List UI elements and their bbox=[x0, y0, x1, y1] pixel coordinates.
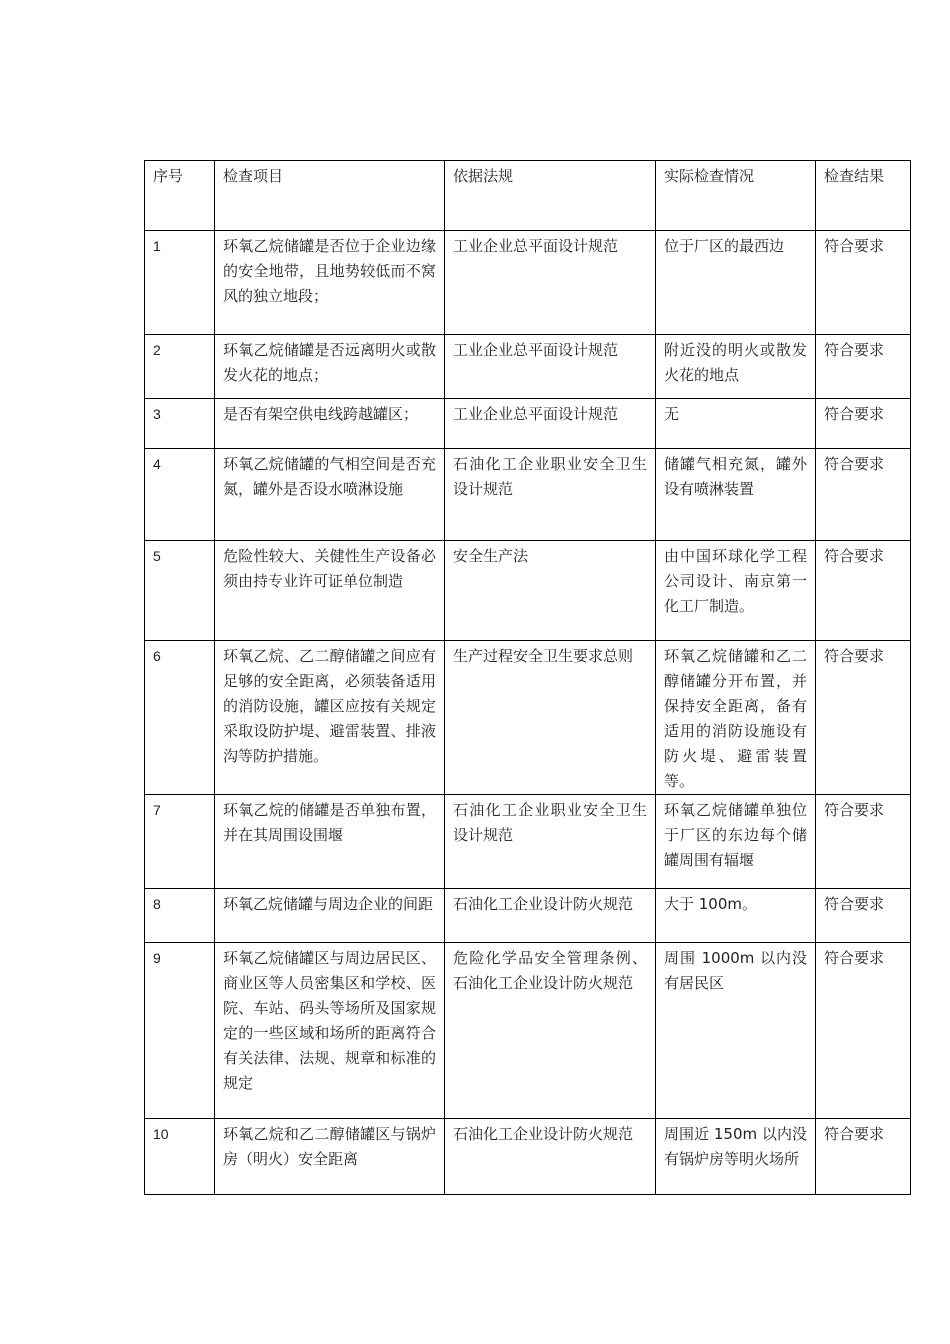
check-item: 环氧乙烷储罐与周边企业的间距 bbox=[215, 889, 445, 943]
regulation-basis: 石油化工企业职业安全卫生设计规范 bbox=[445, 449, 656, 541]
check-result: 符合要求 bbox=[816, 795, 911, 889]
actual-situation: 周围 1000m 以内没有居民区 bbox=[656, 943, 816, 1119]
check-item: 是否有架空供电线跨越罐区； bbox=[215, 399, 445, 449]
row-number: 3 bbox=[145, 399, 215, 449]
row-number: 10 bbox=[145, 1119, 215, 1195]
regulation-basis: 危险化学品安全管理条例、石油化工企业设计防火规范 bbox=[445, 943, 656, 1119]
check-result: 符合要求 bbox=[816, 231, 911, 335]
inspection-table bbox=[144, 160, 911, 1195]
table-row bbox=[145, 641, 911, 795]
table-row bbox=[145, 541, 911, 641]
check-result: 符合要求 bbox=[816, 399, 911, 449]
actual-situation: 位于厂区的最西边 bbox=[656, 231, 816, 335]
check-result: 符合要求 bbox=[816, 641, 911, 795]
check-item: 环氧乙烷和乙二醇储罐区与锅炉房（明火）安全距离 bbox=[215, 1119, 445, 1195]
table-row bbox=[145, 889, 911, 943]
row-number: 1 bbox=[145, 231, 215, 335]
check-item: 环氧乙烷储罐的气相空间是否充氮，罐外是否设水喷淋设施 bbox=[215, 449, 445, 541]
check-item: 环氧乙烷储罐是否位于企业边缘的安全地带，且地势较低而不窝风的独立地段； bbox=[215, 231, 445, 335]
actual-situation: 储罐气相充氮，罐外设有喷淋装置 bbox=[656, 449, 816, 541]
row-number: 4 bbox=[145, 449, 215, 541]
header-cell-no: 序号 bbox=[145, 161, 215, 231]
header-cell-actual: 实际检查情况 bbox=[656, 161, 816, 231]
check-item: 环氧乙烷、乙二醇储罐之间应有足够的安全距离，必须装备适用的消防设施，罐区应按有关规定采取设防护堤、避雷装置、排液沟等防护措施。 bbox=[215, 641, 445, 795]
table-row bbox=[145, 449, 911, 541]
row-number: 9 bbox=[145, 943, 215, 1119]
regulation-basis: 工业企业总平面设计规范 bbox=[445, 231, 656, 335]
table-row bbox=[145, 1119, 911, 1195]
check-item: 环氧乙烷的储罐是否单独布置，并在其周围设围堰 bbox=[215, 795, 445, 889]
check-item: 环氧乙烷储罐区与周边居民区、商业区等人员密集区和学校、医院、车站、码头等场所及国家规定的一些区域和场所的距离符合有关法律、法规、规章和标准的规定 bbox=[215, 943, 445, 1119]
check-item: 危险性较大、关健性生产设备必须由持专业许可证单位制造 bbox=[215, 541, 445, 641]
regulation-basis: 石油化工企业设计防火规范 bbox=[445, 1119, 656, 1195]
header-cell-basis: 依据法规 bbox=[445, 161, 656, 231]
check-result: 符合要求 bbox=[816, 335, 911, 399]
table-row bbox=[145, 335, 911, 399]
actual-situation: 由中国环球化学工程公司设计、南京第一化工厂制造。 bbox=[656, 541, 816, 641]
regulation-basis: 安全生产法 bbox=[445, 541, 656, 641]
actual-situation: 周围近 150m 以内没有锅炉房等明火场所 bbox=[656, 1119, 816, 1195]
actual-situation: 环氧乙烷储罐单独位于厂区的东边每个储罐周围有辐堰 bbox=[656, 795, 816, 889]
check-result: 符合要求 bbox=[816, 449, 911, 541]
regulation-basis: 石油化工企业职业安全卫生设计规范 bbox=[445, 795, 656, 889]
actual-situation: 无 bbox=[656, 399, 816, 449]
table-row bbox=[145, 943, 911, 1119]
regulation-basis: 石油化工企业设计防火规范 bbox=[445, 889, 656, 943]
check-result: 符合要求 bbox=[816, 943, 911, 1119]
regulation-basis: 工业企业总平面设计规范 bbox=[445, 399, 656, 449]
table-header-row bbox=[145, 161, 911, 231]
header-cell-result: 检查结果 bbox=[816, 161, 911, 231]
header-cell-item: 检查项目 bbox=[215, 161, 445, 231]
table-row bbox=[145, 795, 911, 889]
check-result: 符合要求 bbox=[816, 541, 911, 641]
row-number: 6 bbox=[145, 641, 215, 795]
row-number: 2 bbox=[145, 335, 215, 399]
check-result: 符合要求 bbox=[816, 889, 911, 943]
row-number: 7 bbox=[145, 795, 215, 889]
actual-situation: 环氧乙烷储罐和乙二醇储罐分开布置，并保持安全距离，备有适用的消防设施设有防火堤、避雷装置等。 bbox=[656, 641, 816, 795]
row-number: 8 bbox=[145, 889, 215, 943]
row-number: 5 bbox=[145, 541, 215, 641]
regulation-basis: 生产过程安全卫生要求总则 bbox=[445, 641, 656, 795]
regulation-basis: 工业企业总平面设计规范 bbox=[445, 335, 656, 399]
table-row bbox=[145, 231, 911, 335]
check-result: 符合要求 bbox=[816, 1119, 911, 1195]
table-row bbox=[145, 399, 911, 449]
check-item: 环氧乙烷储罐是否远离明火或散发火花的地点； bbox=[215, 335, 445, 399]
actual-situation: 附近没的明火或散发火花的地点 bbox=[656, 335, 816, 399]
actual-situation: 大于 100m。 bbox=[656, 889, 816, 943]
